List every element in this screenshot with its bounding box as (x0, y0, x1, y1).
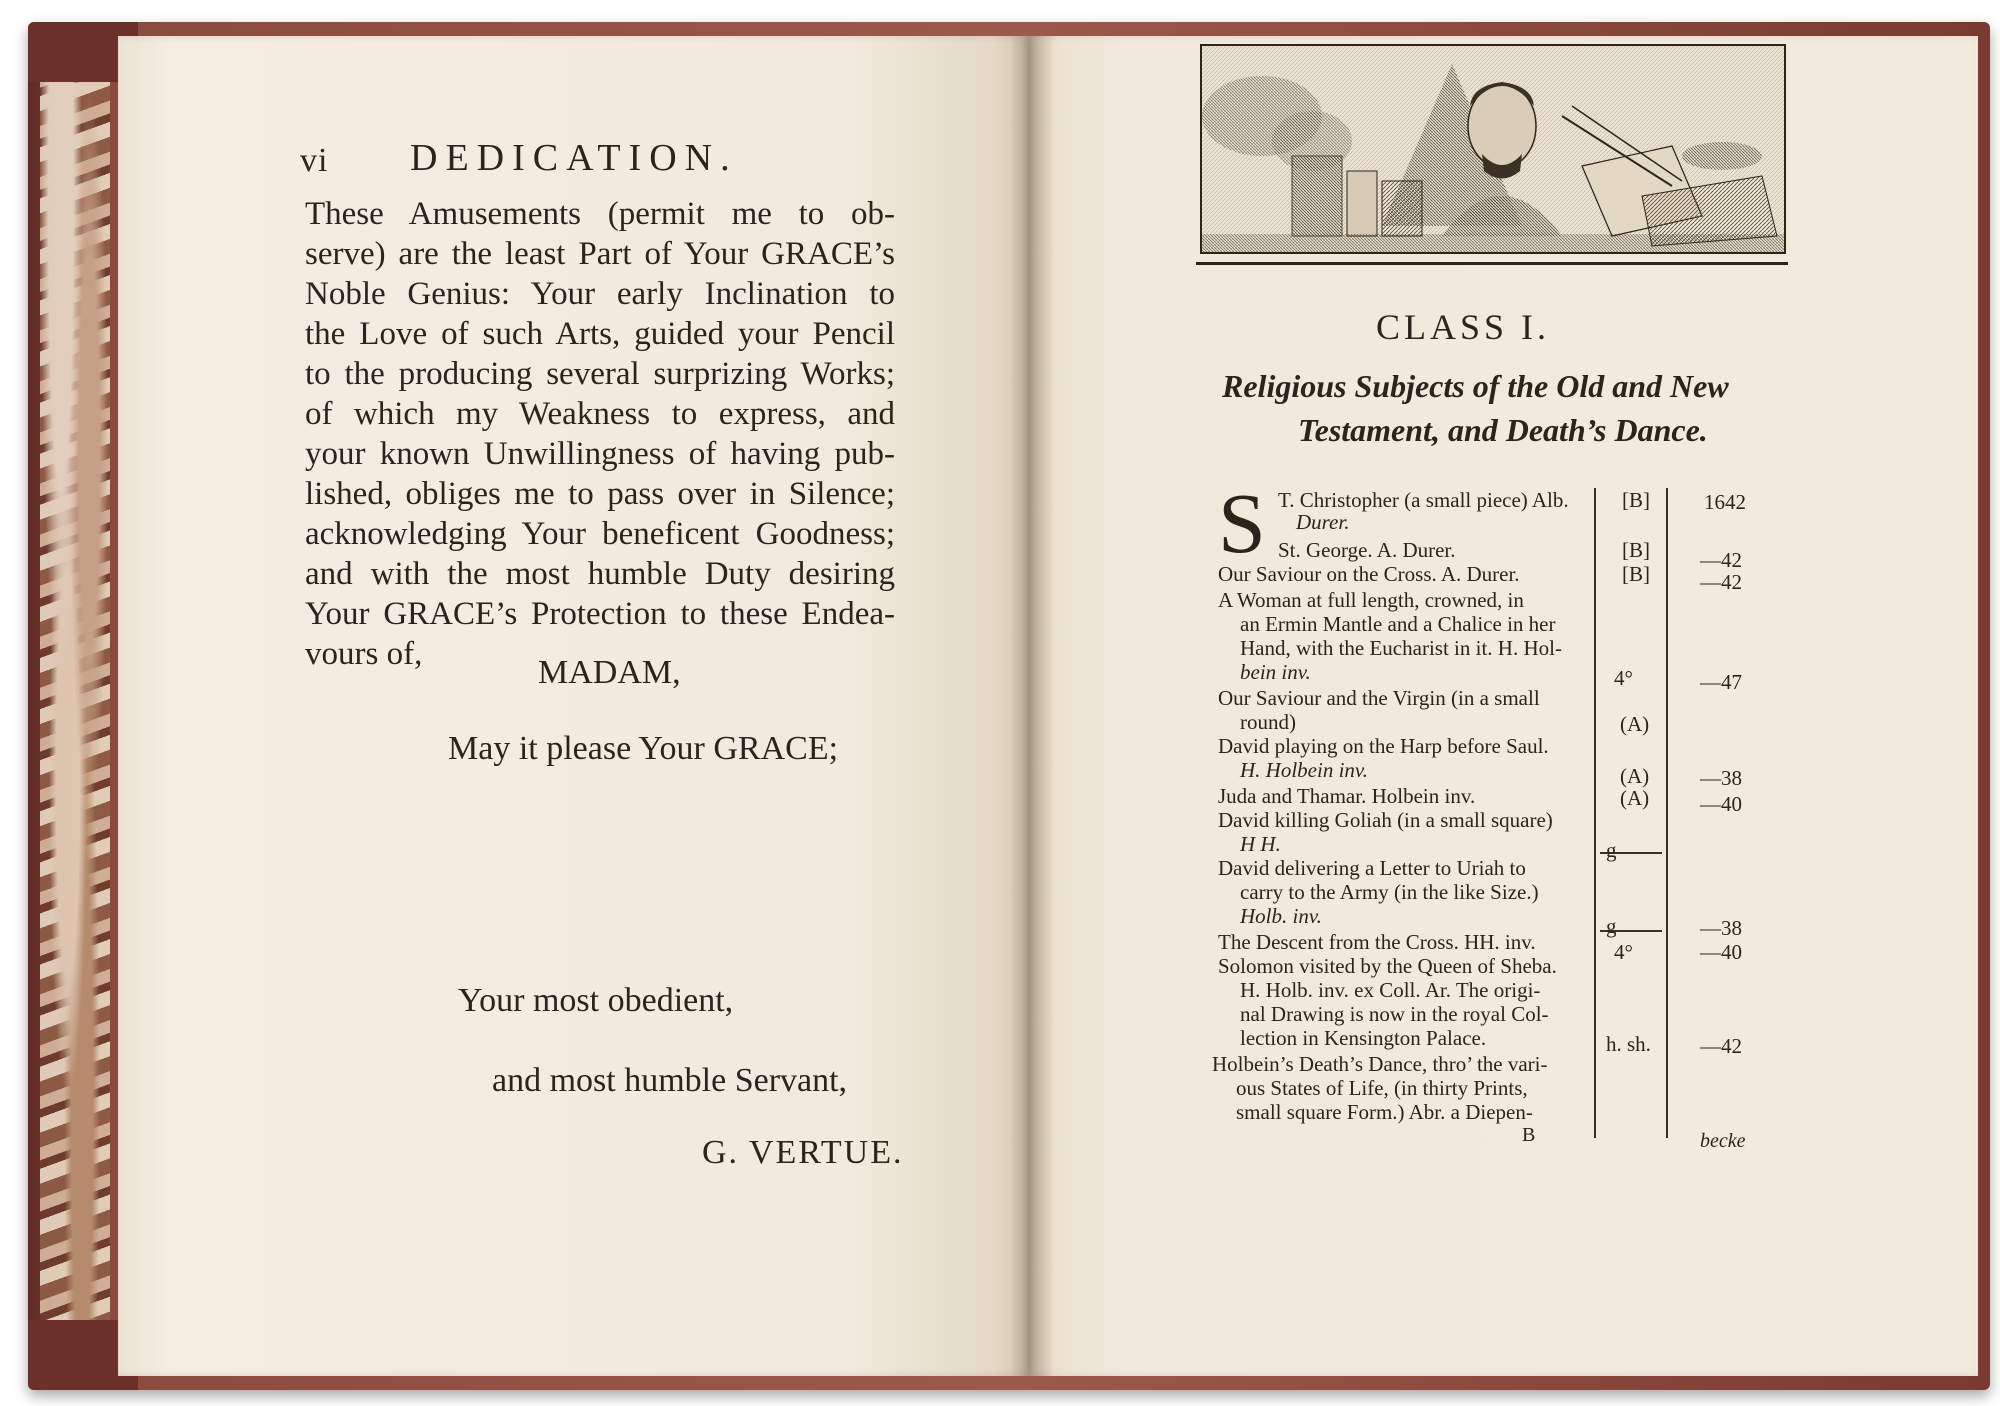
dedication-line: acknowledging Your beneficent Goodness; (305, 516, 895, 552)
catalogue-entry: ous States of Life, (in thirty Prints, (1236, 1076, 1528, 1100)
headpiece-illustration (1202, 46, 1784, 252)
catalogue-entry: Holbein’s Death’s Dance, thro’ the vari- (1212, 1052, 1548, 1076)
dedication-line: vours of, (305, 636, 423, 672)
column-rule (1594, 488, 1596, 1138)
catalogue-entry: The Descent from the Cross. HH. inv. (1218, 930, 1536, 954)
format-mark: g (1606, 914, 1617, 938)
format-mark: [B] (1622, 562, 1650, 586)
year-value: —42 (1700, 570, 1742, 594)
catalogue-entry: round) (1240, 710, 1296, 734)
dedication-line: to the producing several surprizing Works; (305, 356, 895, 392)
dedication-line: These Amusements (permit me to ob- (305, 196, 895, 232)
dedication-line: Your GRACE’s Protection to these Endea- (305, 596, 895, 632)
catchword: becke (1700, 1130, 1746, 1152)
catalogue-entry: an Ermin Mantle and a Chalice in her (1240, 612, 1556, 636)
catalogue-entry: Durer. (1296, 510, 1350, 534)
format-mark: 4° (1614, 666, 1633, 690)
salutation: MADAM, (538, 654, 681, 691)
closing-line: Your most obedient, (458, 982, 734, 1019)
dedication-line: Noble Genius: Your early Inclination to (305, 276, 895, 312)
year-value: —47 (1700, 670, 1742, 694)
signature-mark: B (1522, 1124, 1536, 1146)
year-value: —38 (1700, 916, 1742, 940)
dedication-line: your known Unwillingness of having pub- (305, 436, 895, 472)
dedication-line: the Love of such Arts, guided your Pencil (305, 316, 895, 352)
format-mark: (A) (1620, 712, 1650, 736)
engraved-headpiece (1200, 44, 1786, 254)
year-value: —40 (1700, 792, 1742, 816)
catalogue-entry: T. Christopher (a small piece) Alb. (1278, 488, 1569, 512)
dedication-line: and with the most humble Duty desiring (305, 556, 895, 592)
year-value: 1642 (1704, 490, 1746, 514)
catalogue-entry: Solomon visited by the Queen of Sheba. (1218, 954, 1557, 978)
address-line: May it please Your GRACE; (448, 730, 839, 767)
dedication-line: serve) are the least Part of Your GRACE’s (305, 236, 895, 272)
format-mark: (A) (1620, 786, 1650, 810)
catalogue-entry: A Woman at full length, crowned, in (1218, 588, 1524, 612)
catalogue-entry: nal Drawing is now in the royal Col- (1240, 1002, 1549, 1026)
catalogue-entry: Hand, with the Eucharist in it. H. Hol- (1240, 636, 1562, 660)
format-mark: 4° (1614, 940, 1633, 964)
format-mark: [B] (1622, 538, 1650, 562)
headpiece-rule (1196, 262, 1788, 265)
catalogue-entry: David killing Goliah (in a small square) (1218, 808, 1553, 832)
year-value: —40 (1700, 940, 1742, 964)
gutter-shadow (1010, 36, 1054, 1376)
catalogue-entry: H. Holb. inv. ex Coll. Ar. The origi- (1240, 978, 1541, 1002)
dedication-title: DEDICATION. (410, 137, 738, 179)
dedication-line: lished, obliges me to pass over in Silence; (305, 476, 895, 512)
catalogue-entry: Our Saviour and the Virgin (in a small (1218, 686, 1540, 710)
catalogue-entry: bein inv. (1240, 660, 1311, 684)
catalogue-entry: H H. (1240, 832, 1281, 856)
class-title: CLASS I. (1376, 307, 1551, 347)
format-mark: [B] (1622, 488, 1650, 512)
dedication-line: of which my Weakness to express, and (305, 396, 895, 432)
catalogue-entry: David playing on the Harp before Saul. (1218, 734, 1549, 758)
page-folio: vi (300, 142, 329, 179)
catalogue-entry: H. Holbein inv. (1240, 758, 1368, 782)
drop-capital: S (1218, 475, 1266, 571)
catalogue-entry: St. George. A. Durer. (1278, 538, 1456, 562)
catalogue-entry: David delivering a Letter to Uriah to (1218, 856, 1526, 880)
signature: G. VERTUE. (702, 1134, 904, 1171)
subject-heading: Testament, and Death’s Dance. (1298, 412, 1708, 448)
year-value: —42 (1700, 1034, 1742, 1058)
format-mark: (A) (1620, 764, 1650, 788)
column-rule (1666, 488, 1668, 1138)
catalogue-entry: Our Saviour on the Cross. A. Durer. (1218, 562, 1520, 586)
marbled-board (40, 60, 110, 1360)
catalogue-entry: Holb. inv. (1240, 904, 1322, 928)
closing-line: and most humble Servant, (492, 1062, 848, 1099)
catalogue-entry: lection in Kensington Palace. (1240, 1026, 1487, 1050)
year-value: —42 (1700, 548, 1742, 572)
catalogue-entry: small square Form.) Abr. a Diepen- (1236, 1100, 1533, 1124)
format-mark: g (1606, 838, 1617, 862)
format-mark: h. sh. (1606, 1032, 1651, 1056)
subject-heading: Religious Subjects of the Old and New (1222, 368, 1729, 404)
catalogue-entry: carry to the Army (in the like Size.) (1240, 880, 1539, 904)
year-value: —38 (1700, 766, 1742, 790)
catalogue-entry: Juda and Thamar. Holbein inv. (1218, 784, 1476, 808)
